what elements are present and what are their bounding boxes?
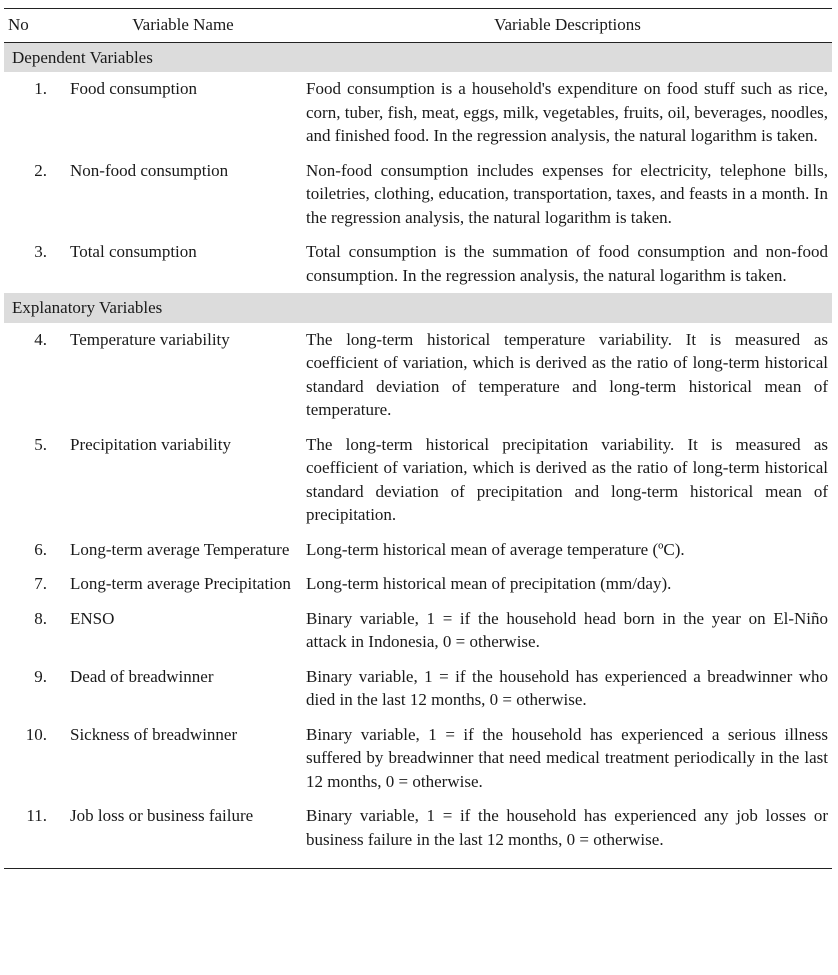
table-row: [4, 235, 832, 293]
table-row: [4, 72, 832, 154]
table-header-row: [4, 9, 832, 43]
row-number: 6.: [34, 539, 47, 559]
variable-name: Total consumption: [70, 242, 197, 261]
section-title: Dependent Variables: [4, 42, 832, 72]
row-number: 8.: [34, 608, 47, 628]
table-row: [4, 323, 832, 428]
variable-description: Food consumption is a household's expenditure on food stuff such as rice, corn, tuber, fish, meat, eggs, milk, vegetables, fruits, oil, beverages, noodles, and finished food. In the regression analysis, the natural logarithm is taken.: [306, 79, 828, 145]
variable-name: Dead of breadwinner: [70, 666, 214, 686]
table-row: [4, 533, 832, 568]
table-row: [4, 567, 832, 602]
header-no: No: [4, 9, 63, 43]
table-row: [4, 799, 832, 857]
variables-table: [4, 8, 832, 869]
row-number: [4, 857, 63, 869]
variable-description: Binary variable, 1 = if the household has experienced a breadwinner who died in the last 12 months, 0 = otherwise.: [306, 666, 828, 709]
variable-name: Temperature variability: [70, 329, 230, 349]
variable-description: The long-term historical precipitation variability. It is measured as coefficient of variation, which is derived as the ratio of long-term historical standard deviation of precipitation and long-term historical mean of precipitation.: [306, 434, 828, 524]
variable-description: Non-food consumption includes expenses for electricity, telephone bills, toiletries, clothing, education, transportation, taxes, and feasts in a month. In the regression analysis, the natural logarithm is taken.: [306, 160, 828, 227]
variable-description: Binary variable, 1 = if the household head born in the year on El-Niño attack in Indonesia, 0 = otherwise.: [306, 608, 828, 651]
section-row-explanatory: [4, 293, 832, 323]
row-number: 4.: [34, 329, 47, 349]
table-row: [4, 857, 832, 869]
row-number: 1.: [34, 79, 47, 98]
variable-name: Job loss or business failure: [70, 806, 254, 825]
variable-name: Long-term average Precipitation: [70, 574, 291, 593]
header-variable-name: Variable Name: [63, 9, 303, 43]
variable-name: Non-food consumption: [70, 160, 229, 180]
table-row: [4, 428, 832, 533]
table-row: [4, 660, 832, 718]
table-row: [4, 154, 832, 236]
variable-description: The long-term historical temperature variability. It is measured as coefficient of variation, which is derived as the ratio of long-term historical standard deviation of temperature and long-term historical mean of temperature.: [306, 329, 828, 419]
section-row-dependent: [4, 42, 832, 72]
row-number: 9.: [34, 666, 47, 686]
variable-name: Sickness of breadwinner: [70, 724, 238, 744]
table-row: [4, 718, 832, 800]
row-number: 7.: [34, 574, 47, 593]
table-row: [4, 602, 832, 660]
variable-name: Precipitation variability: [70, 434, 231, 454]
row-number: 5.: [34, 434, 47, 454]
header-variable-descriptions: Variable Descriptions: [303, 9, 832, 43]
variable-description: Binary variable, 1 = if the household has experienced any job losses or business failure in the last 12 months, 0 = otherwise.: [306, 806, 828, 849]
variable-name: ENSO: [70, 608, 115, 628]
variable-name: Long-term average Temperature: [70, 539, 290, 559]
row-number: 11.: [26, 806, 47, 825]
variable-description: Long-term historical mean of average temperature (ºC).: [306, 539, 685, 559]
section-title: Explanatory Variables: [4, 293, 832, 323]
variable-name: [63, 857, 303, 869]
row-number: 3.: [34, 242, 47, 261]
row-number: 10.: [25, 724, 47, 744]
variable-description: [303, 857, 832, 869]
variable-description: Long-term historical mean of precipitation (mm/day).: [306, 574, 672, 593]
row-number: 2.: [34, 160, 47, 180]
variable-name: Food consumption: [70, 79, 198, 98]
variable-description: Total consumption is the summation of food consumption and non-food consumption. In the regression analysis, the natural logarithm is taken.: [306, 242, 828, 285]
variable-description: Binary variable, 1 = if the household has experienced a serious illness suffered by breadwinner that need medical treatment periodically in the last 12 months, 0 = otherwise.: [306, 724, 828, 791]
